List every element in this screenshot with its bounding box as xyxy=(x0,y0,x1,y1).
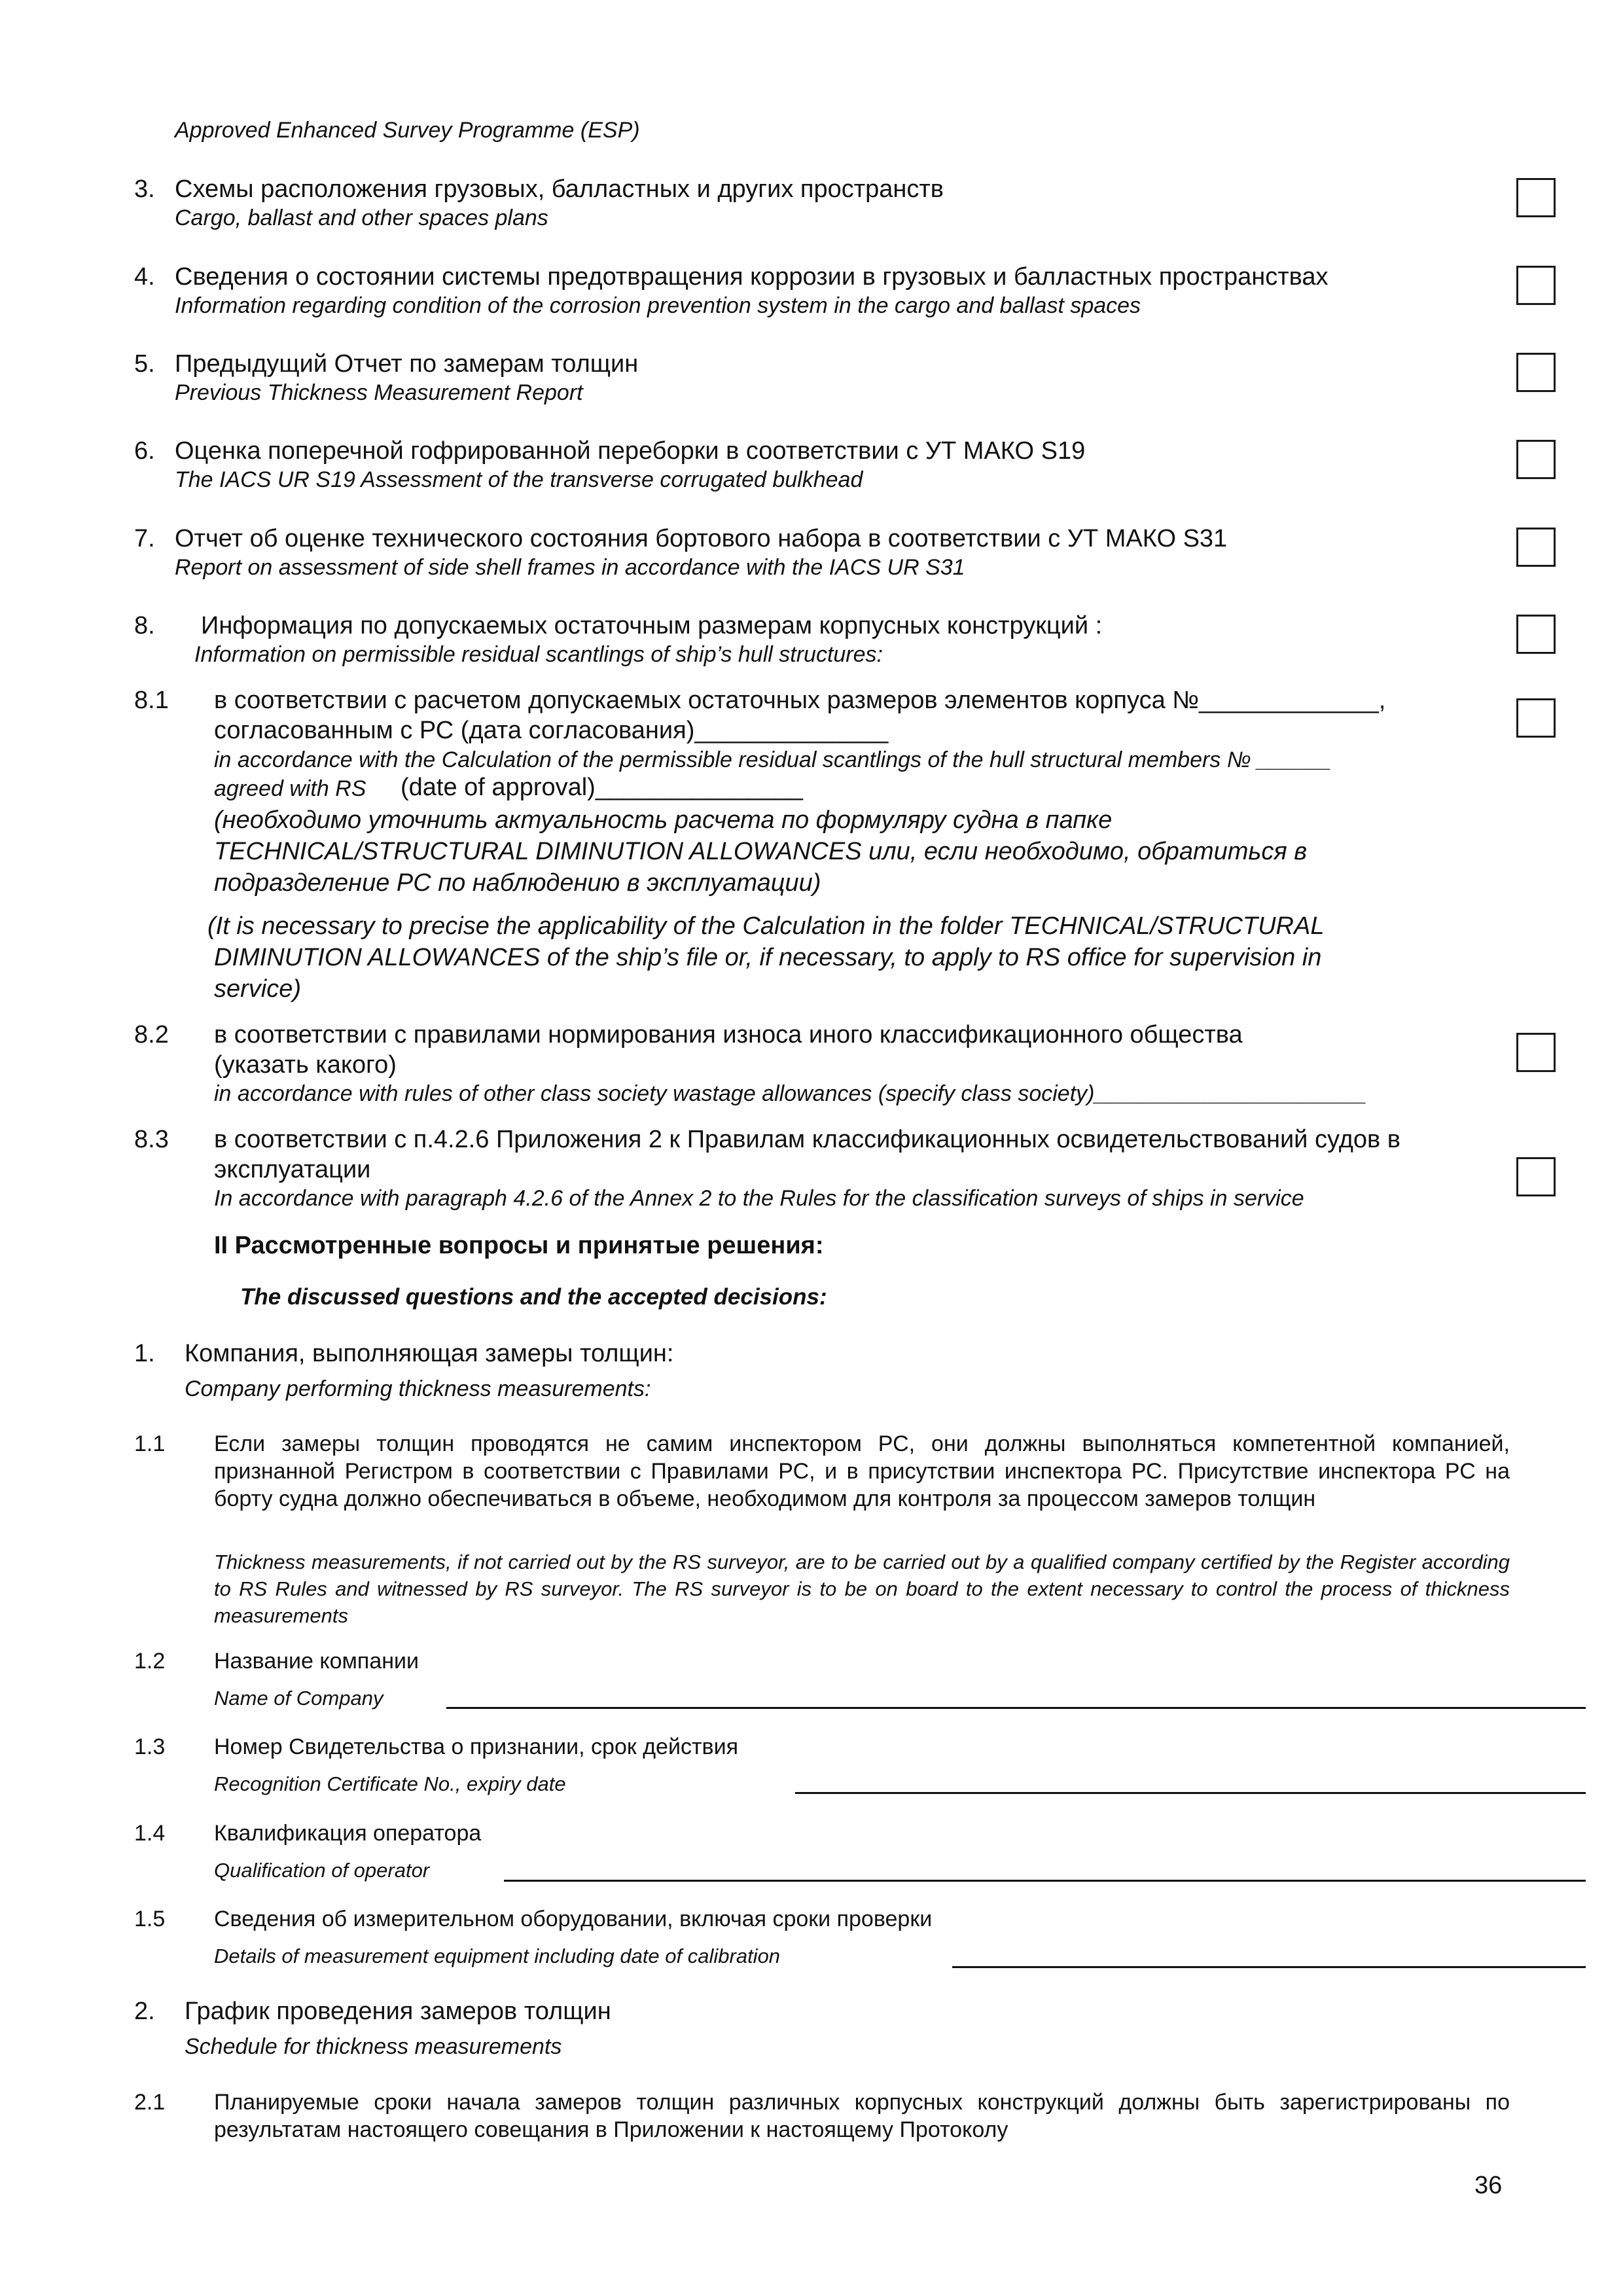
field-label-en: Qualification of operator xyxy=(214,1859,430,1882)
q2-title-en: Schedule for thickness measurements xyxy=(185,2034,562,2059)
field-number: 1.3 xyxy=(134,1734,166,1759)
esp-line: Approved Enhanced Survey Programme (ESP) xyxy=(175,118,640,143)
q1-title-en: Company performing thickness measurements: xyxy=(185,1376,651,1401)
field-number: 1.5 xyxy=(134,1907,166,1931)
recognition-certificate-line[interactable] xyxy=(795,1792,1586,1794)
item-number: 6. xyxy=(134,437,155,465)
checkbox-item-4[interactable] xyxy=(1516,266,1556,305)
item-8-3-ru-line-1: в соответствии с п.4.2.6 Приложения 2 к Правилам классификационных освидетельствований судов в xyxy=(214,1126,1400,1153)
field-label-en: Details of measurement equipment including date of calibration xyxy=(214,1945,781,1967)
q1-1-text-en: Thickness measurements, if not carried out by the RS surveyor, are to be carried out by a qualified company certified by the Register according to RS Rules and witnessed by RS surveyor. The RS surveyor is to be on board to the extent necessary to control the process of thickness measurements xyxy=(214,1551,1510,1627)
checkbox-item-8-1[interactable] xyxy=(1516,698,1556,738)
item-text-en: Previous Thickness Measurement Report xyxy=(175,380,583,405)
item-number: 8. xyxy=(134,612,155,639)
item-number: 5. xyxy=(134,350,155,378)
checkbox-item-5[interactable] xyxy=(1516,353,1556,392)
item-8-1-note-ru-1: (необходимо уточнить актуальность расчета по формуляру судна в папке xyxy=(214,806,1113,834)
item-8-1-note-en-2: DIMINUTION ALLOWANCES of the ship’s file or, if necessary, to apply to RS office for supervision in xyxy=(214,944,1322,971)
item-8-3-en-line-1: In accordance with paragraph 4.2.6 of the Annex 2 to the Rules for the classification surveys of ships in service xyxy=(214,1186,1304,1211)
item-text-en: Cargo, ballast and other spaces plans xyxy=(175,206,548,230)
q1-number: 1. xyxy=(134,1340,155,1367)
item-number: 8.2 xyxy=(134,1021,169,1049)
item-text-ru: Отчет об оценке технического состояния бортового набора в соответствии с УТ МАКО S31 xyxy=(175,525,1228,552)
item-8-2-ru-line-1: в соответствии с правилами нормирования износа иного классификационного общества xyxy=(214,1021,1243,1049)
item-8-1-date-of-approval: (date of approval)_______________ xyxy=(401,774,803,801)
item-number: 7. xyxy=(134,525,155,552)
item-text-en: Information on permissible residual scantlings of ship’s hull structures: xyxy=(194,642,883,667)
company-name-line[interactable] xyxy=(446,1707,1586,1709)
item-text-ru: Сведения о состоянии системы предотвращения коррозии в грузовых и балластных пространствах xyxy=(175,263,1329,291)
checkbox-item-6[interactable] xyxy=(1516,440,1556,479)
item-8-1-note-en-3: service) xyxy=(214,975,302,1003)
item-8-1-ru-line-1: в соответствии с расчетом допускаемых остаточных размеров элементов корпуса №_____________, xyxy=(214,687,1386,714)
item-8-1-en-line-1: in accordance with the Calculation of the permissible residual scantlings of the hull structural members № ______ xyxy=(214,747,1332,772)
item-text-en: Report on assessment of side shell frames in accordance with the IACS UR S31 xyxy=(175,555,965,580)
checkbox-item-7[interactable] xyxy=(1516,528,1556,567)
checkbox-item-3[interactable] xyxy=(1516,178,1556,217)
item-8-1-note-ru-2: TECHNICAL/STRUCTURAL DIMINUTION ALLOWANCES или, если необходимо, обратиться в xyxy=(214,838,1308,865)
item-8-1-ru-line-2: согласованным с РС (дата согласования)______________ xyxy=(214,717,889,744)
item-8-1-note-ru-3: подразделение РС по наблюдению в эксплуатации) xyxy=(214,869,821,897)
q1-title-ru: Компания, выполняющая замеры толщин: xyxy=(185,1340,674,1367)
checkbox-item-8[interactable] xyxy=(1516,615,1556,654)
item-8-1-en-line-2a: agreed with RS xyxy=(214,776,366,801)
field-label-en: Recognition Certificate No., expiry date xyxy=(214,1772,566,1795)
item-text-ru: Информация по допускаемых остаточным размерам корпусных конструкций : xyxy=(201,612,1103,639)
field-number: 1.2 xyxy=(134,1649,166,1674)
checkbox-item-8-2[interactable] xyxy=(1516,1033,1556,1072)
item-text-ru: Предыдущий Отчет по замерам толщин xyxy=(175,350,639,378)
field-label-en: Name of Company xyxy=(214,1687,383,1710)
section-ii-title-ru: II Рассмотренные вопросы и принятые решения: xyxy=(214,1232,824,1259)
operator-qualification-line[interactable] xyxy=(504,1880,1586,1882)
item-number: 4. xyxy=(134,263,155,291)
q2-title-ru: График проведения замеров толщин xyxy=(185,1998,611,2025)
q2-1-text-ru: Планируемые сроки начала замеров толщин различных корпусных конструкций должны быть зарегистрированы по результатам настоящего совещания в Приложении к настоящему Протоколу xyxy=(214,2090,1510,2142)
q2-1-number: 2.1 xyxy=(134,2090,166,2115)
item-text-ru: Оценка поперечной гофрированной переборки в соответствии с УТ МАКО S19 xyxy=(175,437,1086,465)
field-label-ru: Сведения об измерительном оборудовании, включая сроки проверки xyxy=(214,1907,933,1931)
item-8-3-ru-line-2: эксплуатации xyxy=(214,1156,371,1183)
field-number: 1.4 xyxy=(134,1821,166,1846)
item-8-1-note-en-1: (It is necessary to precise the applicability of the Calculation in the folder TECHNICAL/STRUCTURAL xyxy=(207,912,1325,940)
item-8-2-ru-line-2: (указать какого) xyxy=(214,1051,397,1079)
q2-number: 2. xyxy=(134,1998,155,2025)
item-number: 3. xyxy=(134,175,155,203)
checkbox-item-8-3[interactable] xyxy=(1516,1157,1556,1196)
item-text-en: Information regarding condition of the corrosion prevention system in the cargo and ballast spaces xyxy=(175,293,1141,318)
item-8-2-en-line-1: in accordance with rules of other class society wastage allowances (specify class society)______________________ xyxy=(214,1081,1367,1106)
page-number: 36 xyxy=(1474,2172,1503,2199)
item-text-en: The IACS UR S19 Assessment of the transverse corrugated bulkhead xyxy=(175,467,863,492)
item-number: 8.1 xyxy=(134,687,169,714)
q1-1-text-ru: Если замеры толщин проводятся не самим инспектором РС, они должны выполняться компетентной компанией, признанной Регистром в соответствии с Правилами РС, и в присутствии инспектора РС. Присутствие инспектора РС на борту судна должно обеспечиваться в объеме, необходимом для контроля за процессом замеров толщин xyxy=(214,1431,1510,1511)
measurement-equipment-line[interactable] xyxy=(952,1966,1586,1968)
item-text-ru: Схемы расположения грузовых, балластных и других пространств xyxy=(175,175,944,203)
item-number: 8.3 xyxy=(134,1126,169,1153)
field-label-ru: Название компании xyxy=(214,1649,419,1674)
section-ii-title-en: The discussed questions and the accepted decisions: xyxy=(240,1284,827,1310)
field-label-ru: Квалификация оператора xyxy=(214,1821,482,1846)
q1-1-number: 1.1 xyxy=(134,1431,166,1456)
field-label-ru: Номер Свидетельства о признании, срок действия xyxy=(214,1734,738,1759)
